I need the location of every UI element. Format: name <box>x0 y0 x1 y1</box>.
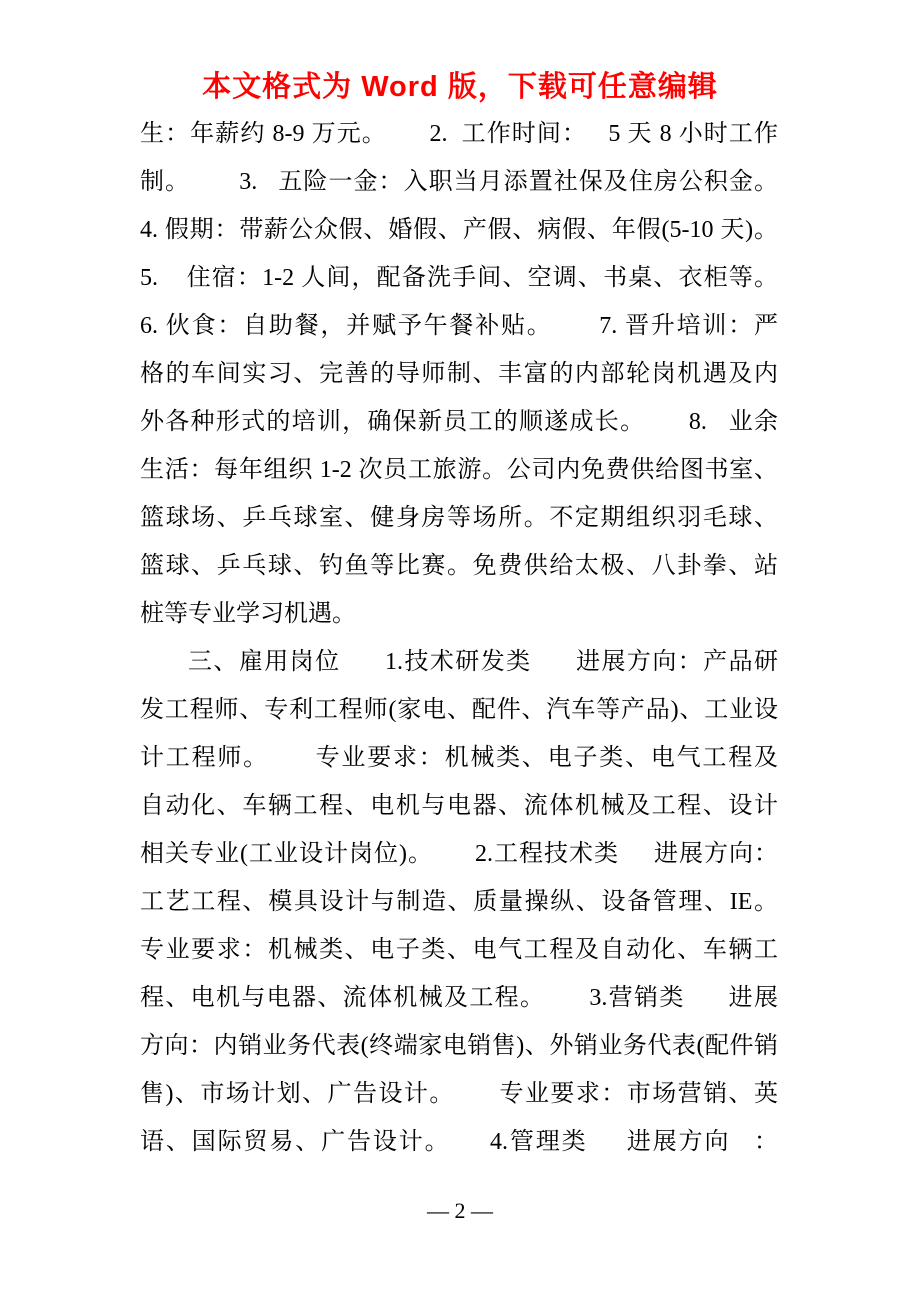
text-line: 桩等专业学习机遇。 <box>140 601 356 627</box>
watermark-banner: 本文格式为 Word 版，下载可任意编辑 <box>202 71 718 103</box>
text-line: 4. 假期：带薪公众假、婚假、产假、病假、年假(5-10 天)。 <box>140 217 778 243</box>
text-line: 自动化、车辆工程、电机与电器、流体机械及工程、设计 <box>140 793 778 819</box>
text-line: 三、雇用岗位 1.技术研发类 进展方向：产品研 <box>188 649 778 675</box>
text-line: 外各种形式的培训，确保新员工的顺遂成长。 8. 业余 <box>140 409 778 435</box>
text-line: 专业要求：机械类、电子类、电气工程及自动化、车辆工 <box>140 937 778 963</box>
text-line: 5. 住宿：1-2 人间，配备洗手间、空调、书桌、衣柜等。 <box>140 265 778 291</box>
text-line: 生：年薪约 8-9 万元。 2. 工作时间： 5 天 8 小时工作 <box>140 121 778 147</box>
text-line: 发工程师、专利工程师(家电、配件、汽车等产品)、工业设 <box>140 697 778 723</box>
text-line: 篮球、乒乓球、钓鱼等比赛。免费供给太极、八卦拳、站 <box>140 553 778 579</box>
page-number: — 2 — <box>427 1198 493 1223</box>
text-line: 格的车间实习、完善的导师制、丰富的内部轮岗机遇及内 <box>140 361 778 387</box>
document-body <box>140 110 778 1166</box>
text-line: 程、电机与电器、流体机械及工程。 3.营销类 进展 <box>140 985 778 1011</box>
text-line: 6. 伙食：自助餐，并赋予午餐补贴。 7. 晋升培训：严 <box>140 313 778 339</box>
text-line: 篮球场、乒乓球室、健身房等场所。不定期组织羽毛球、 <box>140 505 778 531</box>
text-line: 相关专业(工业设计岗位)。 2.工程技术类 进展方向： <box>140 841 778 867</box>
text-line: 语、国际贸易、广告设计。 4.管理类 进展方向 ： <box>140 1129 778 1155</box>
text-line: 制。 3. 五险一金：入职当月添置社保及住房公积金。 <box>140 169 778 195</box>
text-line: 计工程师。 专业要求：机械类、电子类、电气工程及 <box>140 745 778 771</box>
text-line: 生活：每年组织 1-2 次员工旅游。公司内免费供给图书室、 <box>140 457 778 483</box>
text-line: 工艺工程、模具设计与制造、质量操纵、设备管理、IE。 <box>140 889 778 915</box>
text-line: 方向：内销业务代表(终端家电销售)、外销业务代表(配件销 <box>140 1033 778 1059</box>
text-line: 售)、市场计划、广告设计。 专业要求：市场营销、英 <box>140 1081 778 1107</box>
